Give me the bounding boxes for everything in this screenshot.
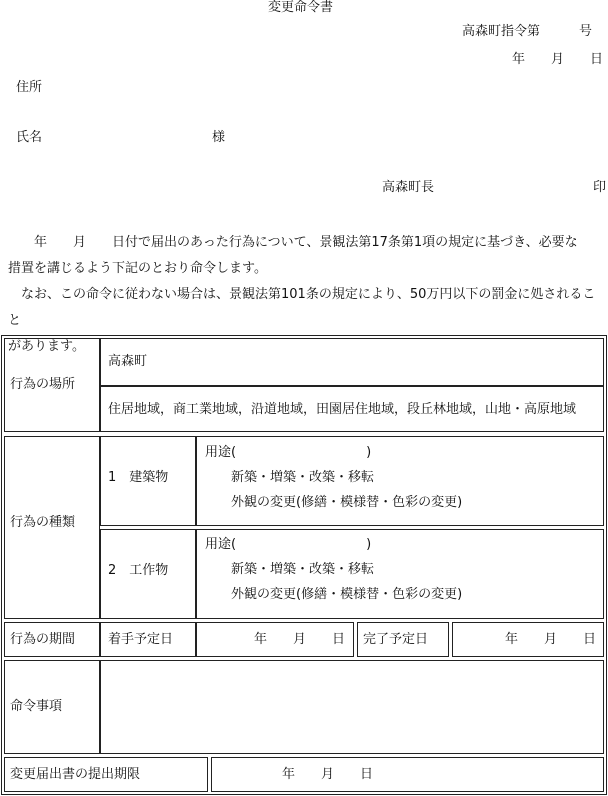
type2-works: 新築・増築・改築・移転 [231,562,375,577]
start-label: 着手予定日 [108,632,174,647]
address-label: 住所 [16,80,43,95]
place-label-cell [4,338,100,432]
end-date-cell [452,622,604,657]
type1-name: 1 建築物 [108,470,169,485]
start-date: 年 月 日 [254,632,346,647]
place-town-cell [100,338,604,386]
end-date: 年 月 日 [505,632,597,647]
type1-detail-cell [196,436,604,526]
place-town: 高森町 [108,354,148,369]
type-label: 行為の種類 [10,515,76,530]
body-line-1: 年 月 日付で届出のあった行為について、景観法第17条第1項の規定に基づき、必要な [8,235,578,250]
type2-name: 2 工作物 [108,563,169,578]
deadline-label: 変更届出書の提出期限 [10,767,141,782]
type2-detail-cell [196,529,604,619]
type1-exterior: 外観の変更(修繕・模様替・色彩の変更) [231,495,463,510]
seal-mark: 印 [593,180,607,195]
order-label: 命令事項 [10,699,63,714]
start-date-cell [196,622,354,657]
body-line-4: があります。 [8,339,85,354]
deadline-label-cell [4,757,208,792]
document-number: 高森町指令第 号 [462,24,593,39]
honorific: 様 [212,130,226,145]
type2-exterior: 外観の変更(修繕・模様替・色彩の変更) [231,587,463,602]
period-label: 行為の期間 [10,632,76,647]
type-label-cell [4,436,100,619]
body-line-2: 措置を講じるよう下記のとおり命令します。 [8,261,267,276]
type1-usage: 用途( ) [205,445,372,460]
type2-name-cell [100,529,196,619]
deadline-date: 年 月 日 [282,767,374,782]
order-content-cell [100,660,604,754]
end-label-cell [357,622,449,657]
issuer-name: 高森町長 [382,180,435,195]
type2-usage: 用途( ) [205,537,372,552]
place-zones: 住居地域，商工業地域，沿道地域，田園居住地域，段丘林地域，山地・高原地域 [108,402,577,417]
type1-works: 新築・増築・改築・移転 [231,470,375,485]
place-zones-cell [100,386,604,432]
place-label: 行為の場所 [10,377,76,392]
order-label-cell [4,660,100,754]
body-line-3: なお、この命令に従わない場合は、景観法第101条の規定により、50万円以下の罰金に処されること [8,287,596,328]
period-label-cell [4,622,100,657]
issue-date: 年 月 日 [512,52,604,67]
end-label: 完了予定日 [363,632,429,647]
deadline-date-cell [211,757,604,792]
document-title: 変更命令書 [268,0,334,15]
name-label: 氏名 [16,130,43,145]
type1-name-cell [100,436,196,526]
start-label-cell [100,622,196,657]
